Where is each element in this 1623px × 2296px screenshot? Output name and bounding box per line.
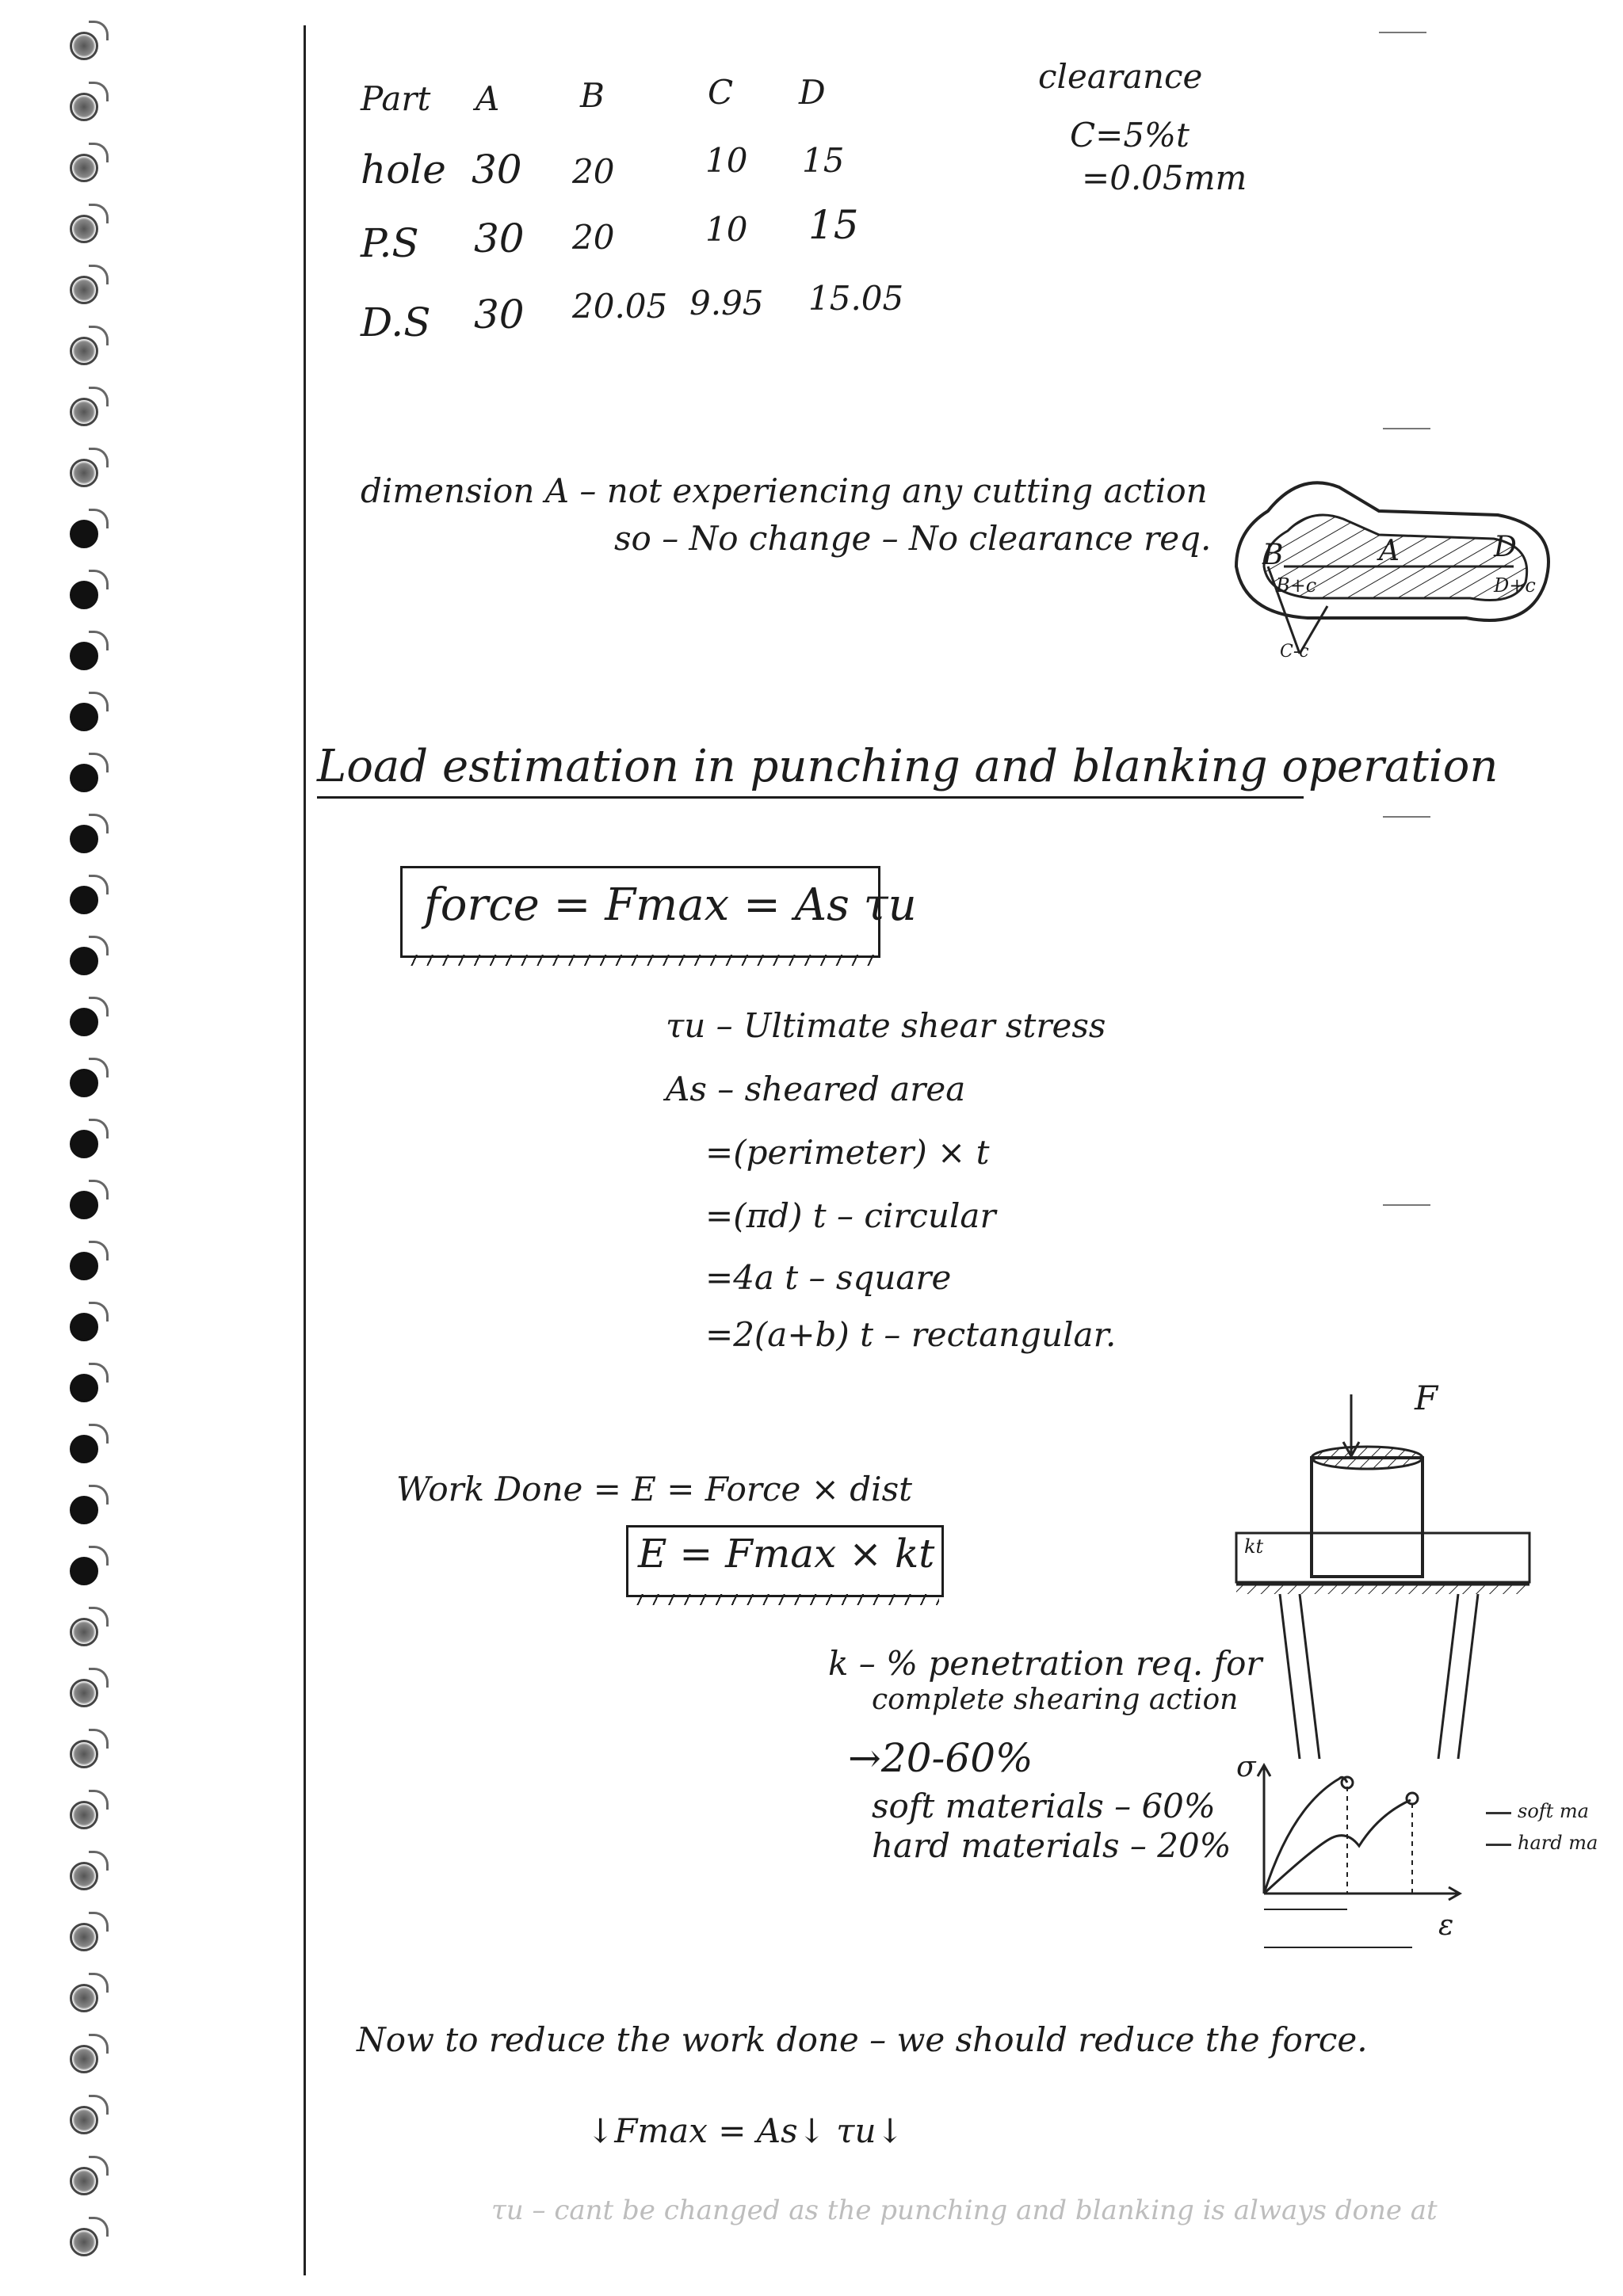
binding-wire xyxy=(89,1546,109,1566)
definition-item: As – sheared area xyxy=(666,1070,966,1108)
binding-wire xyxy=(89,1119,109,1138)
binding-wire xyxy=(89,1180,109,1199)
definition-item: =2(a+b) t – rectangular. xyxy=(705,1315,1117,1354)
graph-ylabel: σ xyxy=(1236,1751,1256,1783)
table-row-label: D.S xyxy=(361,299,431,345)
binding-wire xyxy=(89,692,109,711)
binding-wire xyxy=(89,21,109,40)
binding-wire xyxy=(89,326,109,345)
binding-wire xyxy=(89,753,109,772)
binding-wire xyxy=(89,1424,109,1444)
punch-sketch xyxy=(1220,1379,1553,1759)
clearance-formula: C=5%t xyxy=(1070,116,1190,154)
work-done-line: Work Done = E = Force × dist xyxy=(396,1470,913,1508)
binding-wire xyxy=(89,143,109,162)
binding-wire xyxy=(89,1790,109,1810)
sketch-label-dc: D+c xyxy=(1494,574,1536,597)
table-cell: 20 xyxy=(572,152,615,191)
binding-wire xyxy=(89,1912,109,1932)
punch-force-label: F xyxy=(1415,1379,1438,1417)
force-formula: force = Fmax = As τu xyxy=(424,879,917,931)
binding-wire xyxy=(89,1668,109,1688)
legend-mark-hard xyxy=(1486,1844,1511,1846)
definition-item: =(perimeter) × t xyxy=(705,1133,990,1172)
table-cell: 15 xyxy=(808,202,859,248)
binding-wire xyxy=(89,1851,109,1871)
table-header-c: C xyxy=(708,73,734,112)
k-note-hard: hard materials – 20% xyxy=(872,1826,1232,1865)
dimension-note-line2: so – No change – No clearance req. xyxy=(614,519,1212,558)
sketch-label-b: B xyxy=(1262,539,1284,571)
binding-wire xyxy=(89,265,109,284)
sketch-label-cc: C-c xyxy=(1280,642,1309,662)
binding-wire xyxy=(89,1058,109,1077)
binding-wire xyxy=(89,875,109,894)
table-cell: 10 xyxy=(705,210,748,249)
graph-svg xyxy=(1220,1751,1506,2012)
punch-svg xyxy=(1220,1379,1553,1759)
edge-mark xyxy=(1379,32,1426,33)
binding-wire xyxy=(89,1973,109,1993)
dimension-note-line1: dimension A – not experiencing any cutting action xyxy=(361,471,1208,510)
table-cell: 9.95 xyxy=(689,284,764,322)
binding-wire xyxy=(89,204,109,223)
clearance-title: clearance xyxy=(1038,57,1203,96)
definition-item: =(πd) t – circular xyxy=(705,1196,996,1235)
table-cell: 15.05 xyxy=(808,279,904,318)
table-cell: 20.05 xyxy=(572,287,668,326)
table-cell: 30 xyxy=(472,147,522,193)
table-cell: 20 xyxy=(572,218,615,257)
margin-line xyxy=(304,25,306,2275)
edge-mark xyxy=(1383,428,1430,429)
binding-wire xyxy=(89,2095,109,2115)
definition-item: τu – Ultimate shear stress xyxy=(666,1006,1106,1045)
clearance-value: =0.05mm xyxy=(1082,158,1247,197)
binding-wire xyxy=(89,570,109,589)
table-header-a: A xyxy=(475,79,500,118)
sketch-label-bc: B+c xyxy=(1276,574,1317,597)
legend-hard: hard ma xyxy=(1518,1832,1598,1854)
binding-wire xyxy=(89,814,109,833)
graph-xlabel: ε xyxy=(1438,1909,1454,1942)
force-box-hatch xyxy=(400,955,876,966)
table-cell: 30 xyxy=(474,292,525,338)
binding-wire xyxy=(89,1241,109,1261)
legend-soft: soft ma xyxy=(1518,1800,1589,1822)
sketch-label-a: A xyxy=(1379,535,1400,567)
table-cell: 15 xyxy=(802,141,845,180)
sketch-label-d: D xyxy=(1494,531,1517,563)
punch-kt-label: kt xyxy=(1244,1535,1264,1558)
binding-wire xyxy=(89,448,109,467)
edge-mark xyxy=(1383,816,1430,818)
heading-underline xyxy=(317,796,1304,799)
binding-wire xyxy=(89,2156,109,2176)
binding-wire xyxy=(89,997,109,1016)
conclusion-line: Now to reduce the work done – we should reduce the force. xyxy=(357,2020,1368,2059)
k-note-soft: soft materials – 60% xyxy=(872,1787,1216,1825)
table-header-d: D xyxy=(799,73,826,112)
table-header-b: B xyxy=(580,76,605,115)
definition-item: =4a t – square xyxy=(705,1258,952,1297)
work-box-hatch xyxy=(626,1594,939,1605)
edge-mark xyxy=(1383,1204,1430,1206)
work-done-formula: E = Fmax × kt xyxy=(638,1531,935,1577)
table-cell: 10 xyxy=(705,141,748,180)
bleed-through-text: τu – cant be changed as the punching and blanking is always done at xyxy=(491,2195,1438,2226)
binding-wire xyxy=(89,2217,109,2237)
binding-wire xyxy=(89,2034,109,2054)
conclusion-formula: ↓Fmax = As↓ τu↓ xyxy=(586,2111,904,2150)
binding-wire xyxy=(89,509,109,528)
table-row-label: hole xyxy=(361,147,446,193)
binding-wire xyxy=(89,82,109,101)
table-header-part: Part xyxy=(361,79,431,118)
binding-wire xyxy=(89,631,109,650)
stress-strain-graph xyxy=(1220,1751,1506,2012)
blank-sketch xyxy=(1212,456,1569,677)
legend-mark-soft xyxy=(1486,1812,1511,1814)
binding-wire xyxy=(89,387,109,406)
binding-wire xyxy=(89,1607,109,1627)
section-heading: Load estimation in punching and blanking operation xyxy=(317,741,1499,792)
binding-wire xyxy=(89,1485,109,1505)
binding-wire xyxy=(89,936,109,955)
k-note-line2: complete shearing action xyxy=(872,1684,1239,1716)
k-note-line1: k – % penetration req. for xyxy=(828,1644,1262,1683)
k-note-range: →20-60% xyxy=(848,1735,1033,1781)
table-row-label: P.S xyxy=(361,220,419,266)
binding-wire xyxy=(89,1729,109,1749)
table-cell: 30 xyxy=(474,215,525,261)
binding-wire xyxy=(89,1363,109,1383)
binding-wire xyxy=(89,1302,109,1322)
